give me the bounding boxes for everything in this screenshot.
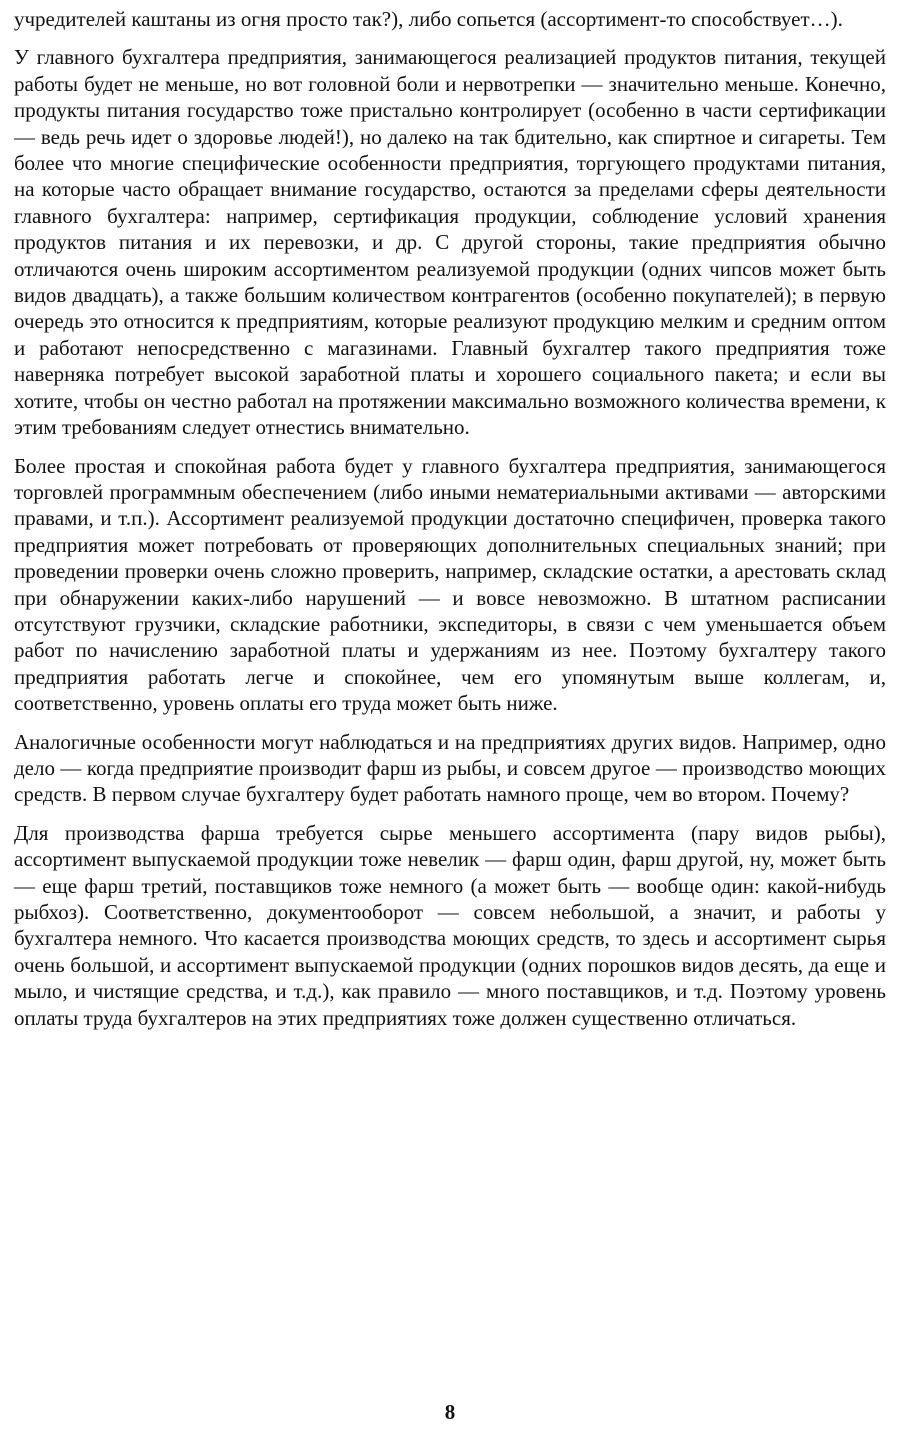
document-page [14, 6, 886, 1043]
paragraph: У главного бухгалтера предприятия, занимающегося реализацией продуктов питания, текущей работы будет не меньше, но вот головной боли и нервотрепки — значительно меньше. Конечно, продукты питания государство тоже пристально контролирует (особенно в части сертификации — ведь речь идет о здоровье людей!), но далеко на так бдительно, как спиртное и сигареты. Тем более что многие специфические особенности предприятия, торгующего продуктами питания, на которые часто обращает внимание государство, остаются за пределами сферы деятельности главного бухгалтера: например, сертификация продукции, соблюдение условий хранения продуктов питания и их перевозки, и др. С другой стороны, такие предприятия обычно отличаются очень широким ассортиментом реализуемой продукции (одних чипсов может быть видов двадцать), а также большим количеством контрагентов (особенно покупателей); в первую очередь это относится к предприятиям, которые реализуют продукцию мелким и средним оптом и работают непосредственно с магазинами. Главный бухгалтер такого предприятия тоже наверняка потребует высокой заработной платы и хорошего социального пакета; и если вы хотите, чтобы он честно работал на протяжении максимально возможного количества времени, к этим требованиям следует отнестись внимательно. [14, 45, 886, 440]
page-number: 8 [444, 1400, 456, 1424]
paragraph: Для производства фарша требуется сырье меньшего ассортимента (пару видов рыбы), ассортимент выпускаемой продукции тоже невелик — фарш один, фарш другой, ну, может быть — еще фарш третий, поставщиков тоже немного (а может быть — вообще один: какой-нибудь рыбхоз). Соответственно, документооборот — совсем небольшой, а значит, и работы у бухгалтера немного. Что касается производства моющих средств, то здесь и ассортимент сырья очень большой, и ассортимент выпускаемой продукции (одних порошков видов десять, да еще и мыло, и чистящие средства, и т.д.), как правило — много поставщиков, и т.д. Поэтому уровень оплаты труда бухгалтеров на этих предприятиях тоже должен существенно отличаться. [14, 820, 886, 1030]
paragraph: учредителей каштаны из огня просто так?), либо сопьется (ассортимент-то способствует…). [14, 7, 843, 31]
paragraph: Более простая и спокойная работа будет у главного бухгалтера предприятия, занимающегося торговлей программным обеспечением (либо иными нематериальными активами — авторскими правами, и т.п.). Ассортимент реализуемой продукции достаточно специфичен, проверка такого предприятия может потребовать от проверяющих дополнительных специальных знаний; при проведении проверки очень сложно проверить, например, складские остатки, а арестовать склад при обнаружении каких-либо нарушений — и вовсе невозможно. В штатном расписании отсутствуют грузчики, складские работники, экспедиторы, в связи с чем уменьшается объем работ по начислению заработной платы и удержаниям из нее. Поэтому бухгалтеру такого предприятия работать легче и спокойнее, чем его упомянутым выше коллегам, и, соответственно, уровень оплаты его труда может быть ниже. [14, 453, 886, 716]
paragraph: Аналогичные особенности могут наблюдаться и на предприятиях других видов. Например, одно дело — когда предприятие производит фарш из рыбы, и совсем другое — производство моющих средств. В первом случае бухгалтеру будет работать намного проще, чем во втором. Почему? [14, 729, 886, 807]
